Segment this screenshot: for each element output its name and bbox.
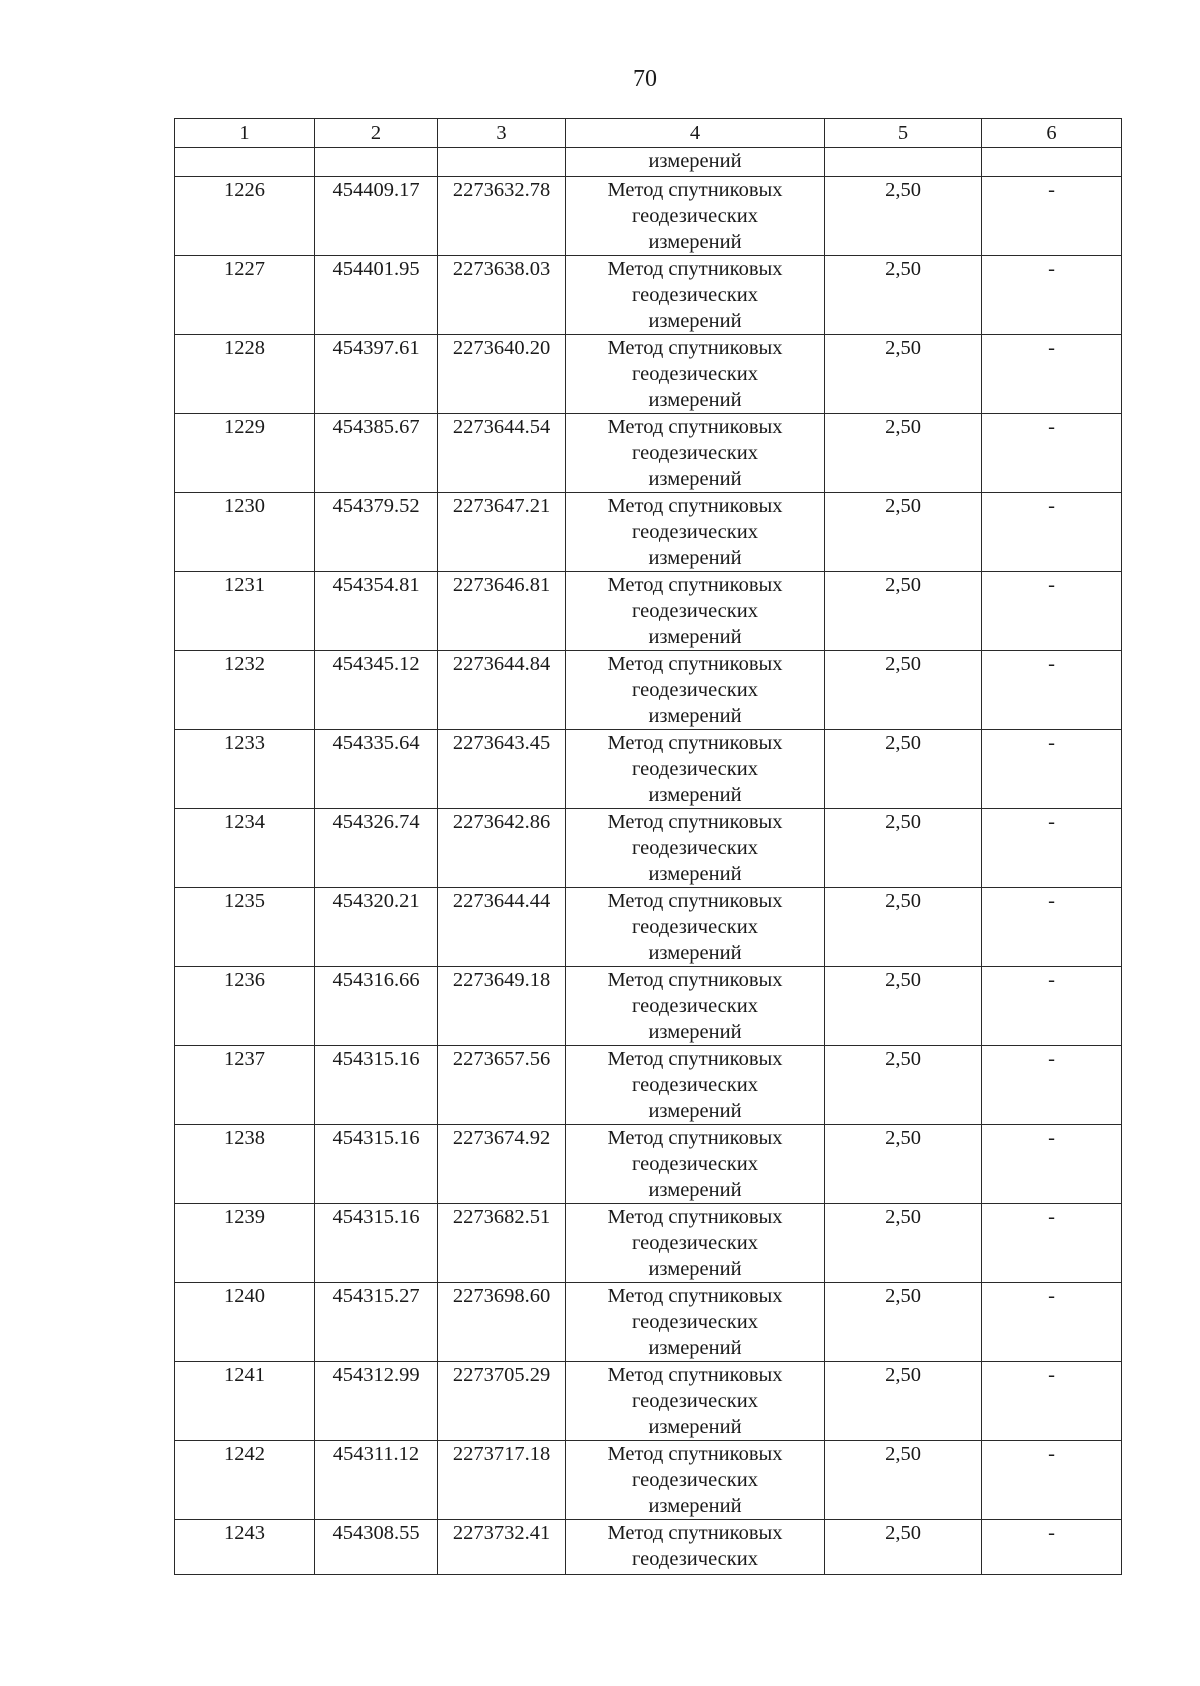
method-line: Метод спутниковых [607, 1522, 783, 1544]
cell-method [566, 651, 825, 730]
coordinates-table [174, 118, 1122, 1575]
cell-y: 2273642.86 [438, 809, 566, 888]
method-line: Метод спутниковых [607, 1127, 783, 1149]
page-number: 70 [633, 66, 657, 92]
table-row [175, 1441, 1122, 1520]
method-line: измерений [648, 705, 742, 727]
cell-x: 454315.16 [315, 1125, 438, 1204]
method-line: измерений [648, 1100, 742, 1122]
method-line: измерений [648, 1179, 742, 1201]
cell-accuracy: 2,50 [825, 493, 982, 572]
cell-number: 1228 [175, 335, 315, 414]
cell-x: 454379.52 [315, 493, 438, 572]
table-row [175, 177, 1122, 256]
cell-method [566, 967, 825, 1046]
cell-x: 454354.81 [315, 572, 438, 651]
cell-y: 2273640.20 [438, 335, 566, 414]
cell-x: 454316.66 [315, 967, 438, 1046]
cell-note: - [982, 1362, 1122, 1441]
cell-x: 454397.61 [315, 335, 438, 414]
column-header-1: 1 [175, 119, 315, 148]
table-row [175, 493, 1122, 572]
cell-note: - [982, 730, 1122, 809]
cell-accuracy: 2,50 [825, 1520, 982, 1575]
method-line: измерений [648, 547, 742, 569]
cell-method [566, 1125, 825, 1204]
method-line: геодезических [632, 1153, 758, 1175]
cell-number: 1226 [175, 177, 315, 256]
method-line: Метод спутниковых [607, 495, 783, 517]
method-line: геодезических [632, 1311, 758, 1333]
cell-y: 2273732.41 [438, 1520, 566, 1575]
cell-number: 1238 [175, 1125, 315, 1204]
method-line: геодезических [632, 1232, 758, 1254]
cell-method [566, 888, 825, 967]
cell-accuracy: 2,50 [825, 572, 982, 651]
cell-x: 454315.16 [315, 1204, 438, 1283]
cell-accuracy: 2,50 [825, 1125, 982, 1204]
cell-x [315, 148, 438, 177]
cell-x: 454320.21 [315, 888, 438, 967]
cell-y: 2273644.84 [438, 651, 566, 730]
cell-accuracy: 2,50 [825, 256, 982, 335]
cell-x: 454315.16 [315, 1046, 438, 1125]
method-line: Метод спутниковых [607, 969, 783, 991]
cell-y: 2273674.92 [438, 1125, 566, 1204]
cell-method [566, 1520, 825, 1575]
method-line: измерений [648, 310, 742, 332]
table-row [175, 967, 1122, 1046]
cell-accuracy: 2,50 [825, 177, 982, 256]
cell-y: 2273657.56 [438, 1046, 566, 1125]
cell-number: 1235 [175, 888, 315, 967]
cell-x: 454308.55 [315, 1520, 438, 1575]
column-header-2: 2 [315, 119, 438, 148]
cell-method [566, 256, 825, 335]
cell-note: - [982, 1441, 1122, 1520]
cell-y [438, 148, 566, 177]
method-line: Метод спутниковых [607, 337, 783, 359]
cell-number: 1240 [175, 1283, 315, 1362]
cell-method [566, 1046, 825, 1125]
cell-note: - [982, 1046, 1122, 1125]
method-line: геодезических [632, 837, 758, 859]
method-line: Метод спутниковых [607, 653, 783, 675]
cell-method [566, 1441, 825, 1520]
cell-y: 2273705.29 [438, 1362, 566, 1441]
method-line: Метод спутниковых [607, 1443, 783, 1465]
cell-y: 2273717.18 [438, 1441, 566, 1520]
cell-note: - [982, 1204, 1122, 1283]
column-header-3: 3 [438, 119, 566, 148]
method-line: геодезических [632, 363, 758, 385]
method-line: Метод спутниковых [607, 179, 783, 201]
method-line: геодезических [632, 442, 758, 464]
cell-x: 454326.74 [315, 809, 438, 888]
cell-number: 1232 [175, 651, 315, 730]
cell-note: - [982, 256, 1122, 335]
method-line: Метод спутниковых [607, 732, 783, 754]
cell-note: - [982, 888, 1122, 967]
method-line: геодезических [632, 1548, 758, 1570]
cell-note: - [982, 1283, 1122, 1362]
cell-method: измерений [566, 148, 825, 177]
cell-method [566, 1362, 825, 1441]
method-line: измерений [648, 389, 742, 411]
table-row [175, 651, 1122, 730]
method-line: Метод спутниковых [607, 416, 783, 438]
cell-method [566, 572, 825, 651]
cell-y: 2273644.44 [438, 888, 566, 967]
method-line: геодезических [632, 1469, 758, 1491]
table-row [175, 335, 1122, 414]
method-line: геодезических [632, 679, 758, 701]
cell-x: 454315.27 [315, 1283, 438, 1362]
cell-y: 2273643.45 [438, 730, 566, 809]
method-line: геодезических [632, 916, 758, 938]
cell-y: 2273682.51 [438, 1204, 566, 1283]
table-row [175, 572, 1122, 651]
table-row [175, 809, 1122, 888]
cell-x: 454385.67 [315, 414, 438, 493]
method-line: измерений [648, 863, 742, 885]
method-line: Метод спутниковых [607, 1364, 783, 1386]
cell-method [566, 177, 825, 256]
cell-accuracy: 2,50 [825, 1283, 982, 1362]
method-line: геодезических [632, 758, 758, 780]
cell-number: 1237 [175, 1046, 315, 1125]
table-row [175, 256, 1122, 335]
cell-y: 2273647.21 [438, 493, 566, 572]
cell-note: - [982, 335, 1122, 414]
cell-note: - [982, 1520, 1122, 1575]
cell-accuracy: 2,50 [825, 967, 982, 1046]
method-line: Метод спутниковых [607, 890, 783, 912]
method-line: Метод спутниковых [607, 574, 783, 596]
cell-accuracy: 2,50 [825, 335, 982, 414]
method-line: геодезических [632, 1074, 758, 1096]
cell-y: 2273698.60 [438, 1283, 566, 1362]
header-row [175, 119, 1122, 148]
cell-note: - [982, 572, 1122, 651]
column-header-4: 4 [566, 119, 825, 148]
cell-y: 2273646.81 [438, 572, 566, 651]
cell-note: - [982, 414, 1122, 493]
method-line: Метод спутниковых [607, 1048, 783, 1070]
cell-note: - [982, 809, 1122, 888]
cell-accuracy [825, 148, 982, 177]
method-line: измерений [648, 784, 742, 806]
cell-accuracy: 2,50 [825, 1441, 982, 1520]
cell-number: 1236 [175, 967, 315, 1046]
cell-x: 454311.12 [315, 1441, 438, 1520]
cell-note: - [982, 967, 1122, 1046]
continuation-row [175, 148, 1122, 177]
cell-note: - [982, 1125, 1122, 1204]
cell-method [566, 809, 825, 888]
method-line: геодезических [632, 284, 758, 306]
column-header-5: 5 [825, 119, 982, 148]
cell-y: 2273644.54 [438, 414, 566, 493]
cell-y: 2273649.18 [438, 967, 566, 1046]
cell-x: 454312.99 [315, 1362, 438, 1441]
cell-note: - [982, 493, 1122, 572]
cell-accuracy: 2,50 [825, 651, 982, 730]
method-line: геодезических [632, 995, 758, 1017]
cell-x: 454409.17 [315, 177, 438, 256]
table-row [175, 888, 1122, 967]
table-row [175, 730, 1122, 809]
column-header-6: 6 [982, 119, 1122, 148]
cell-number: 1231 [175, 572, 315, 651]
method-line: измерений [648, 1021, 742, 1043]
method-line: измерений [648, 626, 742, 648]
method-line: измерений [648, 942, 742, 964]
method-line: Метод спутниковых [607, 1285, 783, 1307]
cell-number: 1243 [175, 1520, 315, 1575]
cell-x: 454401.95 [315, 256, 438, 335]
table-row [175, 1283, 1122, 1362]
cell-y: 2273632.78 [438, 177, 566, 256]
cell-method [566, 730, 825, 809]
cell-number: 1230 [175, 493, 315, 572]
table-row [175, 1125, 1122, 1204]
cell-accuracy: 2,50 [825, 1046, 982, 1125]
cell-number: 1239 [175, 1204, 315, 1283]
cell-accuracy: 2,50 [825, 1204, 982, 1283]
method-line: измерений [648, 231, 742, 253]
table-body [175, 148, 1122, 1575]
table-row [175, 414, 1122, 493]
cell-accuracy: 2,50 [825, 1362, 982, 1441]
cell-y: 2273638.03 [438, 256, 566, 335]
cell-note [982, 148, 1122, 177]
cell-number [175, 148, 315, 177]
cell-number: 1233 [175, 730, 315, 809]
method-line: геодезических [632, 600, 758, 622]
cell-accuracy: 2,50 [825, 809, 982, 888]
table-row [175, 1362, 1122, 1441]
table-row [175, 1520, 1122, 1575]
method-line: геодезических [632, 1390, 758, 1412]
method-line: измерений [648, 1416, 742, 1438]
method-line: измерений [648, 468, 742, 490]
cell-x: 454345.12 [315, 651, 438, 730]
cell-method [566, 335, 825, 414]
method-line: измерений [648, 1495, 742, 1517]
method-line: измерений [648, 1337, 742, 1359]
method-line: Метод спутниковых [607, 258, 783, 280]
method-line: геодезических [632, 205, 758, 227]
cell-method [566, 1283, 825, 1362]
method-line: геодезических [632, 521, 758, 543]
cell-method [566, 414, 825, 493]
cell-accuracy: 2,50 [825, 730, 982, 809]
cell-number: 1241 [175, 1362, 315, 1441]
cell-number: 1227 [175, 256, 315, 335]
cell-number: 1234 [175, 809, 315, 888]
method-line: Метод спутниковых [607, 811, 783, 833]
method-line: измерений [648, 1258, 742, 1280]
cell-note: - [982, 177, 1122, 256]
cell-method [566, 493, 825, 572]
cell-method [566, 1204, 825, 1283]
cell-accuracy: 2,50 [825, 888, 982, 967]
cell-note: - [982, 651, 1122, 730]
cell-x: 454335.64 [315, 730, 438, 809]
method-line: Метод спутниковых [607, 1206, 783, 1228]
cell-number: 1242 [175, 1441, 315, 1520]
table-row [175, 1046, 1122, 1125]
cell-accuracy: 2,50 [825, 414, 982, 493]
table-row [175, 1204, 1122, 1283]
cell-number: 1229 [175, 414, 315, 493]
